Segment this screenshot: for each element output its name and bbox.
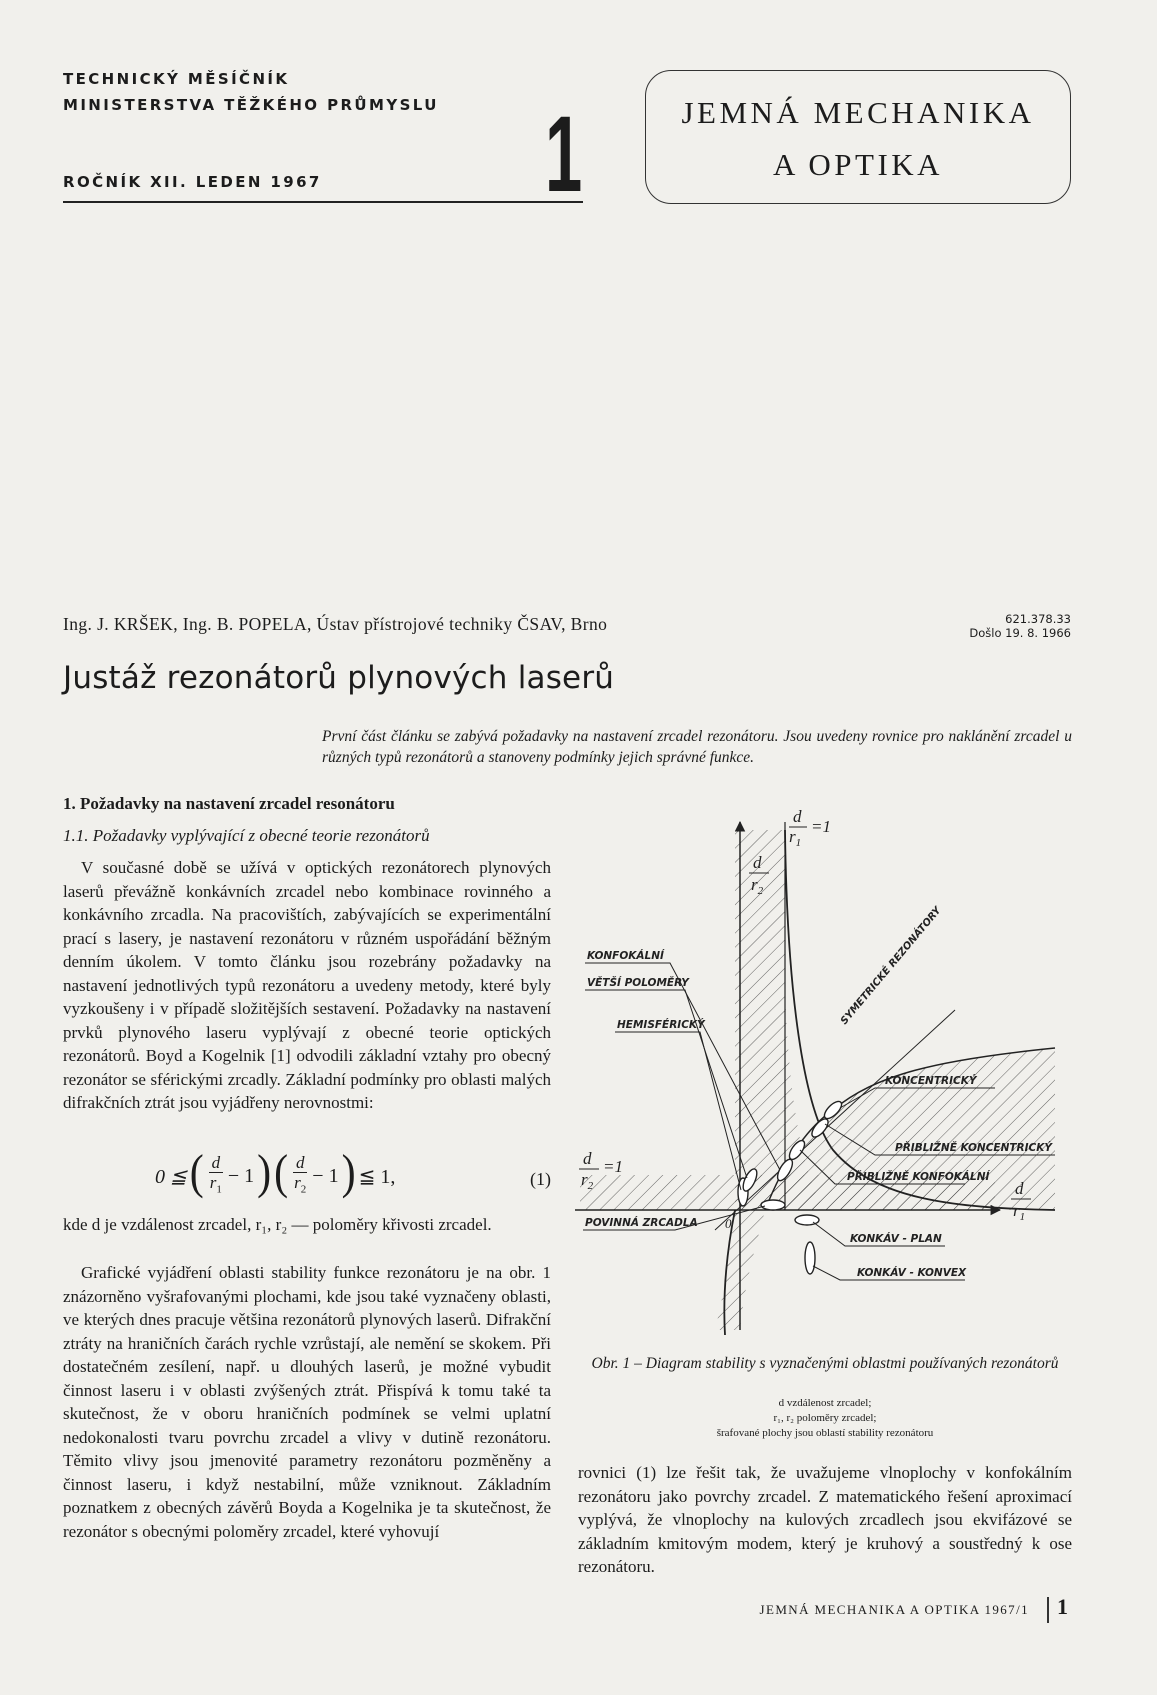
figure-caption: Obr. 1 – Diagram stability s vyznačenými oblastmi používaných rezonátorů [591,1355,1059,1372]
eq-right: ≦ 1, [358,1165,396,1188]
figure-legend [578,1396,1072,1441]
marker-concave-convex [805,1242,815,1274]
leader-hemisfericky [615,1032,741,1190]
masthead-line-2: MINISTERSTVA TĚŽKÉHO PRŮMYSLU [63,96,439,114]
article-title: Justáž rezonátorů plynových laserů [63,660,615,696]
eq-frac-2 [291,1153,309,1199]
eq-paren-close: ) [257,1146,272,1200]
svg-text:r1: $r_1$ [789,827,802,849]
section-heading-1: 1. Požadavky na nastavení zrcadel resonátoru [63,794,395,813]
paragraph-3: Grafické vyjádření oblasti stability funkce rezonátoru je na obr. 1 znázorněno vyšrafovanými plochami, kde jsou také vyznačeny oblasti, ve kterých dnes pracuje většina rezonátorů plynových laserů. Difrakční ztráty na hraničních čarách rychle vzrůstají, ale nemění se skokem. Při dostatečném zesílení, např. u dlouhých laserů, je možné vybudit činnost laseru i v oblasti zvýšených ztrát. Přispívá k tomu také ta skutečnost, že v oboru hraničních podmínek se velmi uplatní nedokonalosti tvaru povrchu zrcadel a vlivy v dutině rezonátoru. Těmito vlivy jsou jmenovité parametry rezonátoru pozměněny a činnost laseru, i když nestabilní, může vzniknout. Základním poznatkem z obecných závěrů Boyda a Kogelnika je ta skutečnost, že rezonátor s obecnými poloměry zrcadel, které vyhovují [63,1263,551,1541]
marker-planar [761,1200,785,1210]
header-rule [63,201,583,203]
eq-minus-1: − 1 [227,1164,255,1187]
legend-line-3: šrafované plochy jsou oblastí stability rezonátoru [716,1427,934,1439]
svg-text:r2: $r_2$ [751,875,764,897]
label-priblizne-koncentricky: PŘIBLIŽNĚ KONCENTRICKÝ [895,1142,1052,1154]
eq-frac-1 [207,1153,225,1199]
svg-text:d: d [753,853,762,872]
label-symetricke-rezonatory: SYMETRICKÉ REZONÁTORY [838,905,944,1027]
legend-line-2: r₁, r₂ poloměry zrcadel; [773,1412,877,1424]
svg-text:d: d [583,1149,592,1168]
label-vertical-line-ratio [789,810,831,849]
eq-paren-open-2: ( [274,1146,289,1200]
stability-diagram [575,810,1075,1340]
equation-body [155,1146,396,1200]
svg-text:=1: =1 [603,1157,623,1176]
eq-frac-2-num: d [293,1153,308,1173]
article-abstract: První část článku se zabývá požadavky na nastavení zrcadel rezonátoru. Jsou uvedeny rovnice pro naklánění zrcadel u různých typů rezonátorů a stanoveny podmínky jejich správné funkce. [322,728,1072,766]
label-origin: 0 [725,1216,732,1231]
svg-text:=1: =1 [811,817,831,836]
article-authors: Ing. J. KRŠEK, Ing. B. POPELA, Ústav přístrojové techniky ČSAV, Brno [63,614,608,634]
eq-minus-2: − 1 [312,1164,339,1187]
equation-1 [63,1146,551,1209]
label-konfokalni: KONFOKÁLNÍ [587,950,664,962]
paragraph-1: V současné době se užívá v optických rezonátorech plynových laserů převážně konkávních zrcadel nebo kombinace rovinného a konkávního zrcadla. Na pracovištích, zabývajících se experimentální prací s lasery, je nastavení rezonátoru v různém uspořádání běžným denním úkolem. V tomto článku jsou rozebrány požadavky na nastavení jednotlivých typů rezonátoru a uvedeny metody, které byly vyzkoušeny i v případě složitějších sestavení. Požadavky na nastavení prvků plynového laseru vyplývají z obecné teorie optických rezonátorů. Boyd a Kogelnik [1] odvodili základní vztahy pro obecný rezonátor se sférickými zrcadly. Základní podmínky pro oblasti malých difrakčních ztrát jsou vyjádřeny nerovnostmi: [63,858,551,1112]
paragraph-2: kde d je vzdálenost zrcadel, r₁, r₂ — poloměry křivosti zrcadel. [63,1215,492,1234]
journal-title-box [645,70,1071,204]
issue-line: ROČNÍK XII. LEDEN 1967 [63,173,322,191]
eq-paren-close-2: ) [341,1146,356,1200]
svg-text:d: d [793,810,802,826]
label-konkav-konvex: KONKÁV - KONVEX [857,1267,967,1279]
svg-text:r2: $r_2$ [581,1170,594,1192]
svg-text:r1: $r_1$ [1013,1201,1026,1223]
masthead-line-1: TECHNICKÝ MĚSÍČNÍK [63,70,290,88]
eq-frac-2-den: $r_2$ [294,1173,307,1196]
equation-number: (1) [530,1169,551,1189]
legend-line-1: d vzdálenost zrcadel; [778,1397,872,1409]
footer-divider [1047,1597,1049,1623]
page-number: 1 [1057,1594,1068,1619]
paragraph-4: rovnici (1) lze řešit tak, že uvažujeme vlnoplochy v konfokálním rezonátoru jako povrchy zrcadel. Z matematického řešení aproximací vyplývá, že vlnoplochy na kulových zrcadlech jsou ekvifázové se základním kmitovým modem, který je kruhový a soustředný k ose rezonátoru. [578,1463,1072,1576]
subsection-heading-1-1: 1.1. Požadavky vyplývající z obecné teorie rezonátorů [63,826,430,845]
udc-code: 621.378.33 [1005,612,1071,626]
eq-frac-1-den: $r_1$ [209,1173,222,1196]
issue-number: 1 [545,93,583,214]
received-date: Došlo 19. 8. 1966 [969,626,1071,640]
svg-text:d: d [1015,1179,1024,1198]
eq-left: 0 ≦ [155,1165,187,1188]
eq-frac-1-num: d [209,1153,224,1173]
journal-title-line-2: A OPTIKA [772,147,944,182]
footer-journal: JEMNÁ MECHANIKA A OPTIKA 1967/1 [759,1602,1029,1617]
label-povinna-zrcadla: POVINNÁ ZRCADLA [585,1217,698,1229]
label-priblizne-konfokalni: PŘIBLIŽNĚ KONFOKÁLNÍ [847,1171,990,1183]
label-hemisfericky: HEMISFÉRICKÝ [617,1019,705,1031]
label-vetsi-polomery: VĚTŠÍ POLOMĚRY [587,977,689,989]
journal-title-line-1: JEMNÁ MECHANIKA [681,95,1035,130]
label-koncentricky: KONCENTRICKÝ [885,1075,977,1087]
label-konkav-plan: KONKÁV - PLAN [850,1233,942,1245]
eq-paren-open: ( [189,1146,204,1200]
